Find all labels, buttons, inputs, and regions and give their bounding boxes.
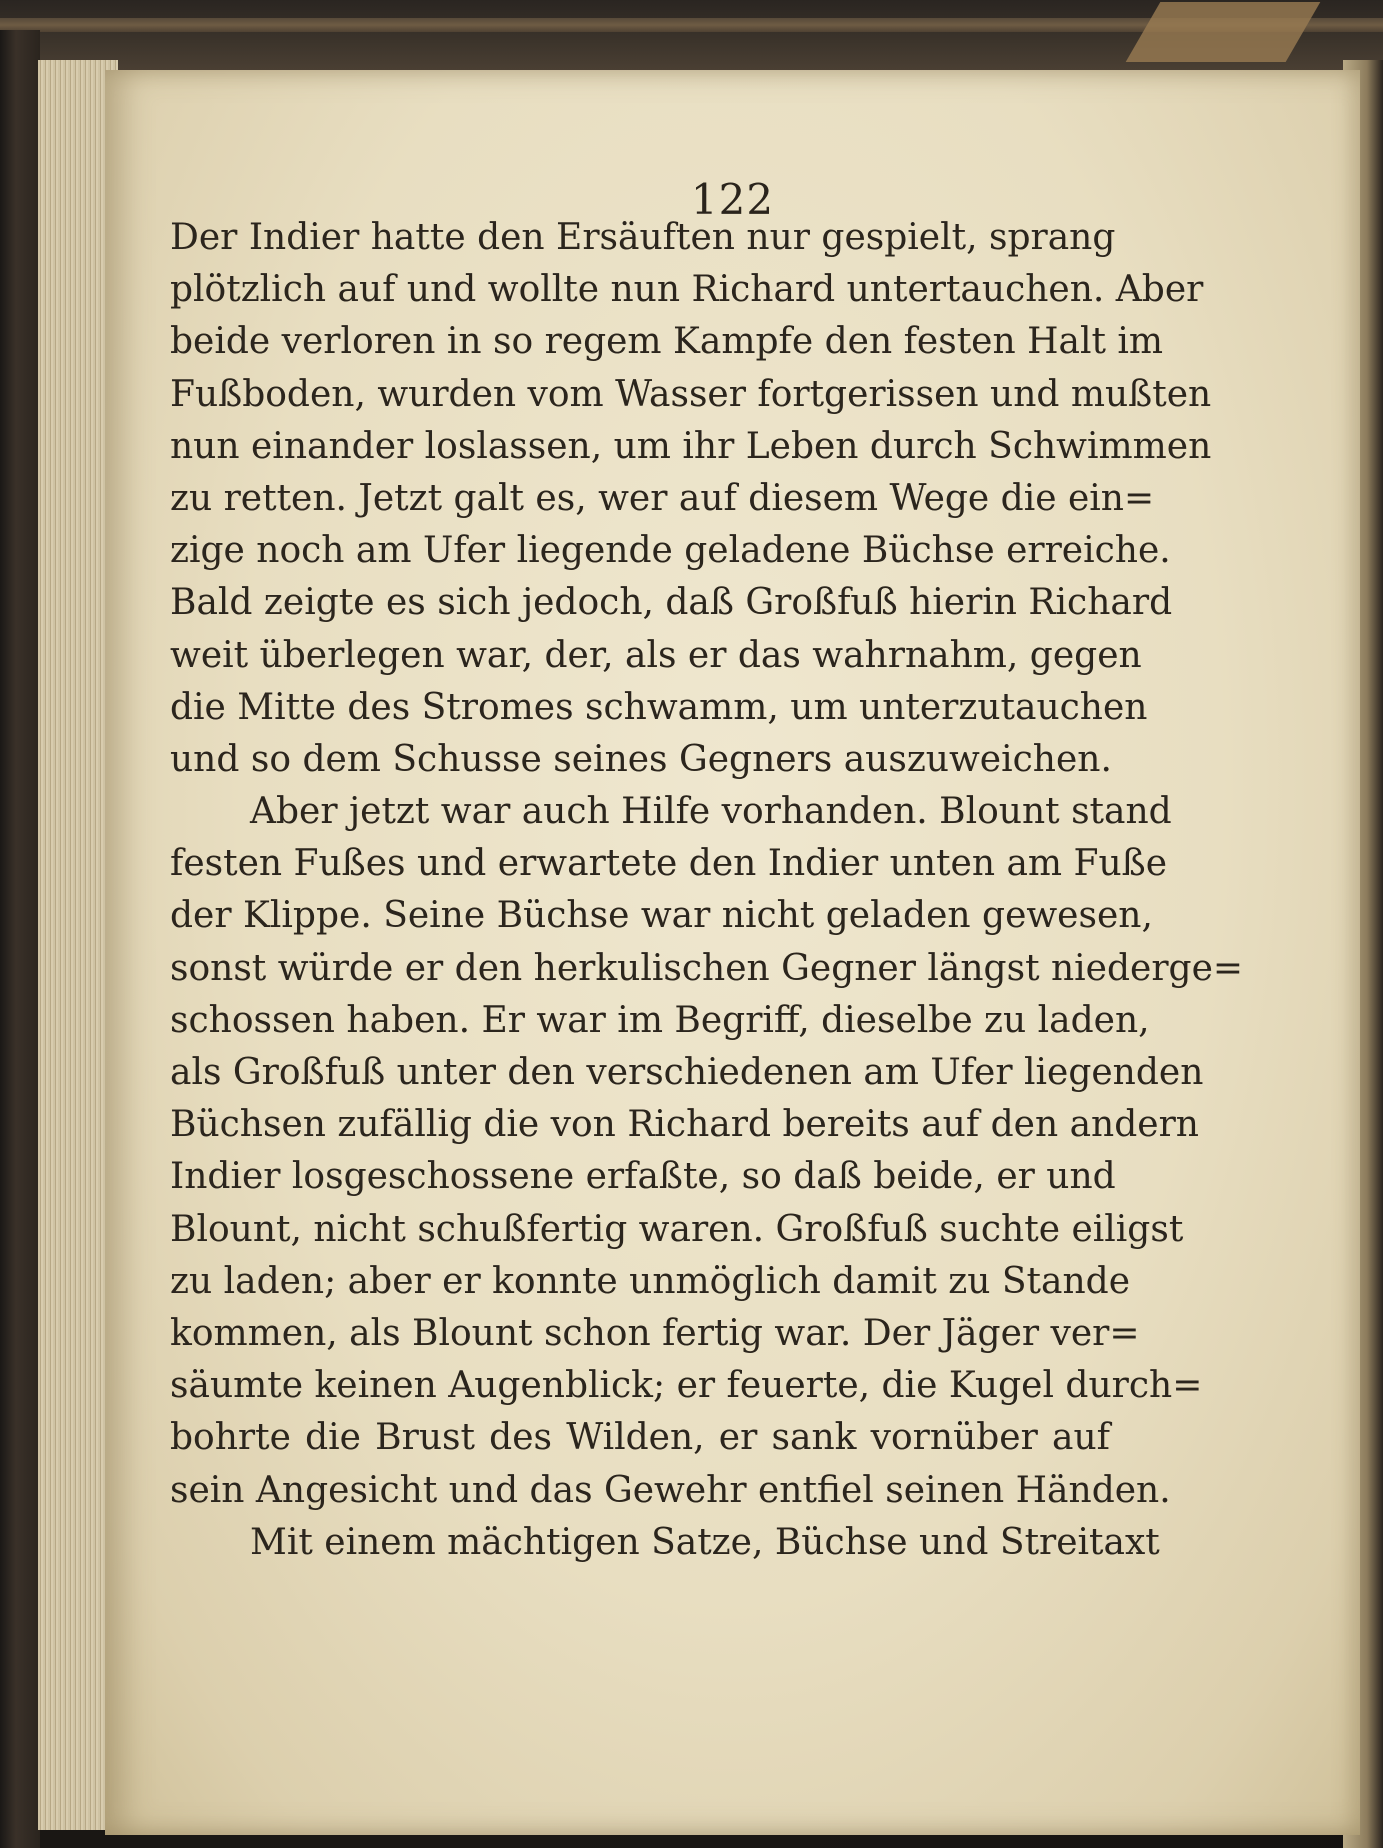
text-line: bohrte die Brust des Wilden, er sank vornüber auf (170, 1417, 1110, 1459)
text-line: Bald zeigte es sich jedoch, daß Großfuß hierin Richard (170, 582, 1173, 624)
book-cover-top (0, 0, 1383, 70)
text-line: weit überlegen war, der, als er das wahrnahm, gegen (170, 634, 1142, 676)
text-line: Aber jetzt war auch Hilfe vorhanden. Blount stand (250, 791, 1172, 833)
text-line: beide verloren in so regem Kampfe den festen Halt im (170, 321, 1164, 363)
text-line: schossen haben. Er war im Begriff, dieselbe zu laden, (170, 999, 1150, 1041)
text-line: kommen, als Blount schon fertig war. Der Jäger ver= (170, 1312, 1140, 1354)
text-line: zige noch am Ufer liegende geladene Büchse erreiche. (170, 530, 1171, 572)
text-line: sonst würde er den herkulischen Gegner längst niederge= (170, 947, 1244, 989)
bookmark-ribbon (1126, 2, 1321, 62)
text-line: Blount, nicht schußfertig waren. Großfuß suchte eiligst (170, 1208, 1184, 1250)
text-line: zu retten. Jetzt galt es, wer auf diesem Wege die ein= (170, 477, 1155, 519)
text-line: säumte keinen Augenblick; er feuerte, die Kugel durch= (170, 1365, 1203, 1407)
page-text (170, 212, 1244, 1569)
text-line: die Mitte des Stromes schwamm, um unterzutauchen (170, 686, 1148, 728)
text-line: plötzlich auf und wollte nun Richard untertauchen. Aber (170, 269, 1204, 311)
text-line: Mit einem mächtigen Satze, Büchse und Streitaxt (250, 1521, 1160, 1563)
text-line: sein Angesicht und das Gewehr entfiel seinen Händen. (170, 1469, 1171, 1511)
text-line: Der Indier hatte den Ersäuften nur gespielt, sprang (170, 217, 1116, 258)
text-line: Fußboden, wurden vom Wasser fortgerissen und mußten (170, 373, 1212, 415)
text-line: Büchsen zufällig die von Richard bereits auf den andern (170, 1104, 1199, 1146)
book-cover-edge (0, 30, 40, 1848)
text-line: zu laden; aber er konnte unmöglich damit zu Stande (170, 1260, 1131, 1302)
text-line: festen Fußes und erwartete den Indier unten am Fuße (170, 843, 1168, 885)
page-number: 122 (690, 175, 775, 224)
text-line: und so dem Schusse seines Gegners auszuweichen. (170, 738, 1112, 780)
text-line: Indier losgeschossene erfaßte, so daß beide, er und (170, 1156, 1116, 1198)
text-line: als Großfuß unter den verschiedenen am Ufer liegenden (170, 1052, 1204, 1093)
text-line: nun einander loslassen, um ihr Leben durch Schwimmen (170, 425, 1212, 467)
text-line: der Klippe. Seine Büchse war nicht geladen gewesen, (170, 895, 1153, 937)
